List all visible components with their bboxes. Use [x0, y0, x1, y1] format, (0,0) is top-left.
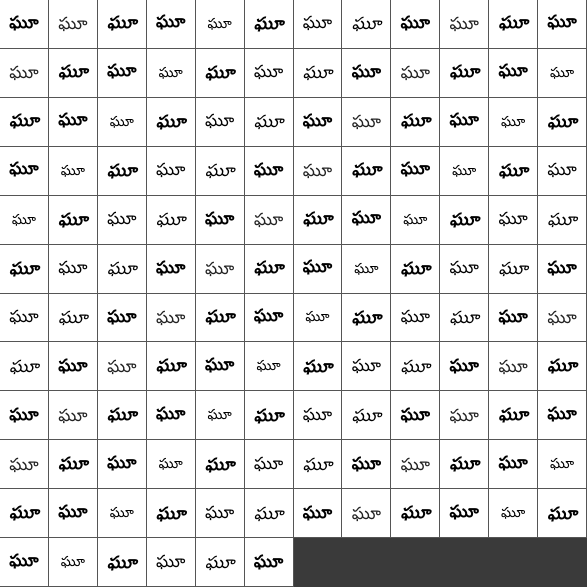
glyph-cell: ఘూ	[342, 391, 391, 440]
glyph-cell: ఘూ	[538, 147, 587, 196]
glyph-cell: ఘూ	[391, 147, 440, 196]
glyph-cell: ఘూ	[489, 440, 538, 489]
glyph-cell: ఘూ	[245, 391, 294, 440]
empty-cell	[391, 538, 440, 587]
glyph-cell: ఘూ	[342, 489, 391, 538]
glyph-cell: ఘూ	[391, 342, 440, 391]
glyph-cell: ఘూ	[489, 98, 538, 147]
glyph-cell: ఘూ	[0, 538, 49, 587]
glyph-cell: ఘూ	[147, 489, 196, 538]
glyph-cell: ఘూ	[538, 49, 587, 98]
glyph-cell: ఘూ	[440, 489, 489, 538]
glyph-cell: ఘూ	[294, 294, 343, 343]
glyph-cell: ఘూ	[245, 98, 294, 147]
glyph-cell: ఘూ	[440, 98, 489, 147]
glyph-cell: ఘూ	[440, 245, 489, 294]
glyph-cell: ఘూ	[489, 391, 538, 440]
glyph-cell: ఘూ	[196, 49, 245, 98]
glyph-cell: ఘూ	[147, 342, 196, 391]
glyph-cell: ఘూ	[196, 294, 245, 343]
glyph-cell: ఘూ	[147, 196, 196, 245]
glyph-cell: ఘూ	[294, 342, 343, 391]
glyph-cell: ఘూ	[0, 489, 49, 538]
glyph-cell: ఘూ	[98, 489, 147, 538]
empty-cell	[294, 538, 343, 587]
glyph-cell: ఘూ	[196, 538, 245, 587]
glyph-cell: ఘూ	[489, 0, 538, 49]
glyph-cell: ఘూ	[0, 98, 49, 147]
glyph-cell: ఘూ	[49, 489, 98, 538]
glyph-cell: ఘూ	[391, 0, 440, 49]
glyph-cell: ఘూ	[245, 342, 294, 391]
glyph-cell: ఘూ	[196, 0, 245, 49]
empty-cell	[489, 538, 538, 587]
glyph-cell: ఘూ	[294, 391, 343, 440]
glyph-cell: ఘూ	[49, 196, 98, 245]
glyph-cell: ఘూ	[391, 49, 440, 98]
glyph-cell: ఘూ	[0, 294, 49, 343]
glyph-cell: ఘూ	[342, 98, 391, 147]
glyph-cell: ఘూ	[98, 0, 147, 49]
glyph-cell: ఘూ	[245, 538, 294, 587]
glyph-cell: ఘూ	[147, 538, 196, 587]
glyph-cell: ఘూ	[391, 294, 440, 343]
glyph-cell: ఘూ	[0, 342, 49, 391]
empty-cell	[538, 538, 587, 587]
glyph-cell: ఘూ	[98, 391, 147, 440]
glyph-cell: ఘూ	[342, 147, 391, 196]
glyph-cell: ఘూ	[245, 489, 294, 538]
glyph-cell: ఘూ	[98, 196, 147, 245]
glyph-cell: ఘూ	[440, 49, 489, 98]
glyph-cell: ఘూ	[196, 440, 245, 489]
glyph-cell: ఘూ	[538, 489, 587, 538]
glyph-cell: ఘూ	[245, 440, 294, 489]
glyph-cell: ఘూ	[147, 440, 196, 489]
glyph-cell: ఘూ	[196, 196, 245, 245]
glyph-cell: ఘూ	[391, 440, 440, 489]
glyph-cell: ఘూ	[294, 0, 343, 49]
glyph-cell: ఘూ	[196, 245, 245, 294]
glyph-cell: ఘూ	[294, 245, 343, 294]
glyph-cell: ఘూ	[49, 342, 98, 391]
glyph-cell: ఘూ	[147, 98, 196, 147]
glyph-cell: ఘూ	[196, 489, 245, 538]
glyph-cell: ఘూ	[98, 147, 147, 196]
glyph-cell: ఘూ	[538, 391, 587, 440]
glyph-cell: ఘూ	[98, 49, 147, 98]
glyph-cell: ఘూ	[489, 342, 538, 391]
glyph-cell: ఘూ	[49, 538, 98, 587]
glyph-cell: ఘూ	[196, 147, 245, 196]
glyph-cell: ఘూ	[0, 391, 49, 440]
glyph-cell: ఘూ	[49, 147, 98, 196]
glyph-cell: ఘూ	[489, 489, 538, 538]
glyph-cell: ఘూ	[196, 98, 245, 147]
glyph-cell: ఘూ	[196, 391, 245, 440]
glyph-cell: ఘూ	[538, 0, 587, 49]
glyph-cell: ఘూ	[294, 147, 343, 196]
glyph-cell: ఘూ	[98, 245, 147, 294]
glyph-cell: ఘూ	[538, 98, 587, 147]
glyph-cell: ఘూ	[440, 0, 489, 49]
glyph-cell: ఘూ	[147, 147, 196, 196]
glyph-cell: ఘూ	[0, 0, 49, 49]
glyph-cell: ఘూ	[294, 489, 343, 538]
glyph-cell: ఘూ	[294, 49, 343, 98]
glyph-cell: ఘూ	[147, 245, 196, 294]
glyph-cell: ఘూ	[538, 294, 587, 343]
glyph-cell: ఘూ	[342, 196, 391, 245]
glyph-cell: ఘూ	[391, 196, 440, 245]
glyph-cell: ఘూ	[0, 245, 49, 294]
glyph-cell: ఘూ	[440, 440, 489, 489]
glyph-cell: ఘూ	[245, 294, 294, 343]
glyph-cell: ఘూ	[245, 196, 294, 245]
glyph-cell: ఘూ	[0, 147, 49, 196]
glyph-cell: ఘూ	[98, 538, 147, 587]
glyph-cell: ఘూ	[391, 98, 440, 147]
glyph-cell: ఘూ	[147, 49, 196, 98]
glyph-cell: ఘూ	[49, 391, 98, 440]
glyph-cell: ఘూ	[538, 245, 587, 294]
glyph-cell: ఘూ	[440, 196, 489, 245]
glyph-cell: ఘూ	[440, 342, 489, 391]
glyph-cell: ఘూ	[342, 49, 391, 98]
glyph-cell: ఘూ	[342, 245, 391, 294]
glyph-cell: ఘూ	[98, 440, 147, 489]
glyph-cell: ఘూ	[440, 294, 489, 343]
glyph-cell: ఘూ	[0, 49, 49, 98]
glyph-cell: ఘూ	[245, 49, 294, 98]
glyph-cell: ఘూ	[440, 391, 489, 440]
glyph-cell: ఘూ	[196, 342, 245, 391]
glyph-cell: ఘూ	[98, 342, 147, 391]
glyph-cell: ఘూ	[147, 0, 196, 49]
empty-cell	[440, 538, 489, 587]
glyph-cell: ఘూ	[489, 294, 538, 343]
glyph-cell: ఘూ	[538, 342, 587, 391]
glyph-cell: ఘూ	[489, 196, 538, 245]
glyph-cell: ఘూ	[49, 49, 98, 98]
glyph-cell: ఘూ	[49, 245, 98, 294]
glyph-cell: ఘూ	[245, 245, 294, 294]
glyph-cell: ఘూ	[245, 0, 294, 49]
glyph-cell: ఘూ	[489, 245, 538, 294]
glyph-cell: ఘూ	[294, 98, 343, 147]
glyph-cell: ఘూ	[342, 342, 391, 391]
glyph-cell: ఘూ	[147, 391, 196, 440]
glyph-cell: ఘూ	[342, 294, 391, 343]
glyph-cell: ఘూ	[391, 391, 440, 440]
glyph-cell: ఘూ	[294, 196, 343, 245]
glyph-cell: ఘూ	[342, 0, 391, 49]
glyph-cell: ఘూ	[538, 196, 587, 245]
glyph-cell: ఘూ	[294, 440, 343, 489]
glyph-cell: ఘూ	[49, 440, 98, 489]
glyph-cell: ఘూ	[0, 196, 49, 245]
glyph-cell: ఘూ	[245, 147, 294, 196]
glyph-cell: ఘూ	[49, 98, 98, 147]
glyph-cell: ఘూ	[49, 0, 98, 49]
glyph-cell: ఘూ	[0, 440, 49, 489]
glyph-cell: ఘూ	[98, 294, 147, 343]
glyph-cell: ఘూ	[391, 489, 440, 538]
glyph-cell: ఘూ	[489, 49, 538, 98]
glyph-cell: ఘూ	[342, 440, 391, 489]
glyph-cell: ఘూ	[49, 294, 98, 343]
glyph-cell: ఘూ	[147, 294, 196, 343]
glyph-cell: ఘూ	[489, 147, 538, 196]
glyph-cell: ఘూ	[440, 147, 489, 196]
glyph-cell: ఘూ	[98, 98, 147, 147]
glyph-cell: ఘూ	[391, 245, 440, 294]
empty-cell	[342, 538, 391, 587]
glyph-cell: ఘూ	[538, 440, 587, 489]
